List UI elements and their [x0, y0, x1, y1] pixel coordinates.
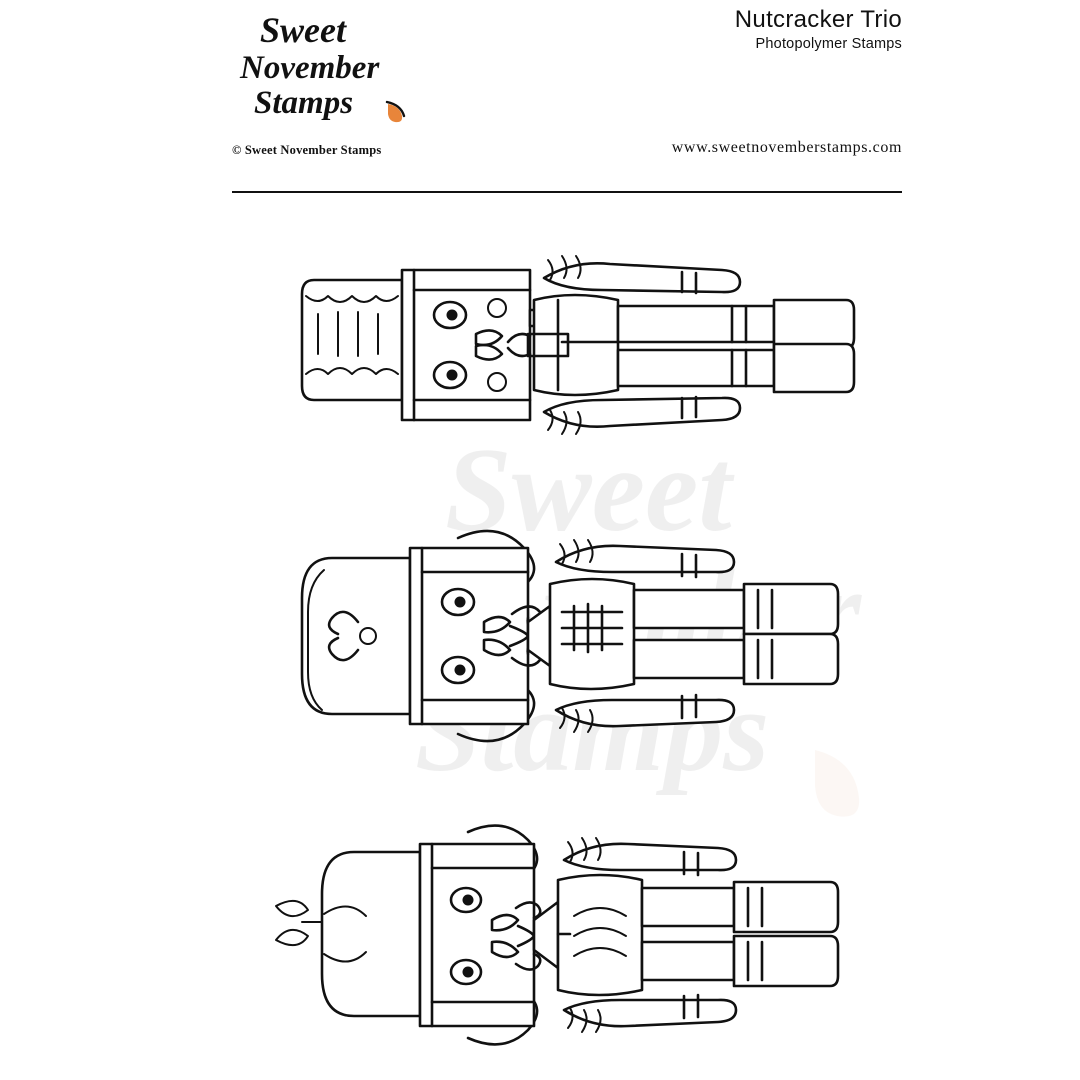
hat-group: [302, 280, 402, 400]
torso-group: [534, 875, 642, 995]
torso-group: [528, 579, 634, 689]
nutcracker-stamp-top: [262, 230, 882, 460]
head-group: [420, 844, 540, 1026]
torso-group: [528, 295, 618, 395]
legs-group: [642, 882, 838, 986]
page-subtitle: Photopolymer Stamps: [755, 36, 902, 52]
legs-group: [634, 584, 838, 684]
page-title: Nutcracker Trio: [734, 6, 902, 33]
sheet-header: [0, 0, 1080, 200]
artwork-area: [0, 210, 1080, 1080]
nutcracker-stamp-bottom: [262, 810, 882, 1060]
head-group: [410, 548, 543, 724]
logo-swoosh-icon: [388, 104, 402, 122]
logo-line-1: Sweet: [260, 10, 346, 50]
website-url[interactable]: www.sweetnovemberstamps.com: [671, 139, 902, 156]
logo-line-3: Stamps: [254, 85, 354, 121]
hat-group: [302, 558, 410, 714]
header-divider: [232, 191, 902, 193]
legs-group: [618, 300, 854, 392]
watermark-line-1: Sweet: [445, 423, 732, 556]
copyright-text: © Sweet November Stamps: [232, 143, 382, 157]
watermark-line-3: Stamps: [415, 665, 770, 796]
sweet-november-stamps-logo: [238, 8, 438, 128]
head-group: [402, 270, 530, 420]
nutcracker-stamp-middle: [262, 510, 882, 760]
sprig-icon: [276, 901, 324, 945]
hat-group: [322, 852, 420, 1016]
logo-line-2: November: [240, 50, 380, 86]
